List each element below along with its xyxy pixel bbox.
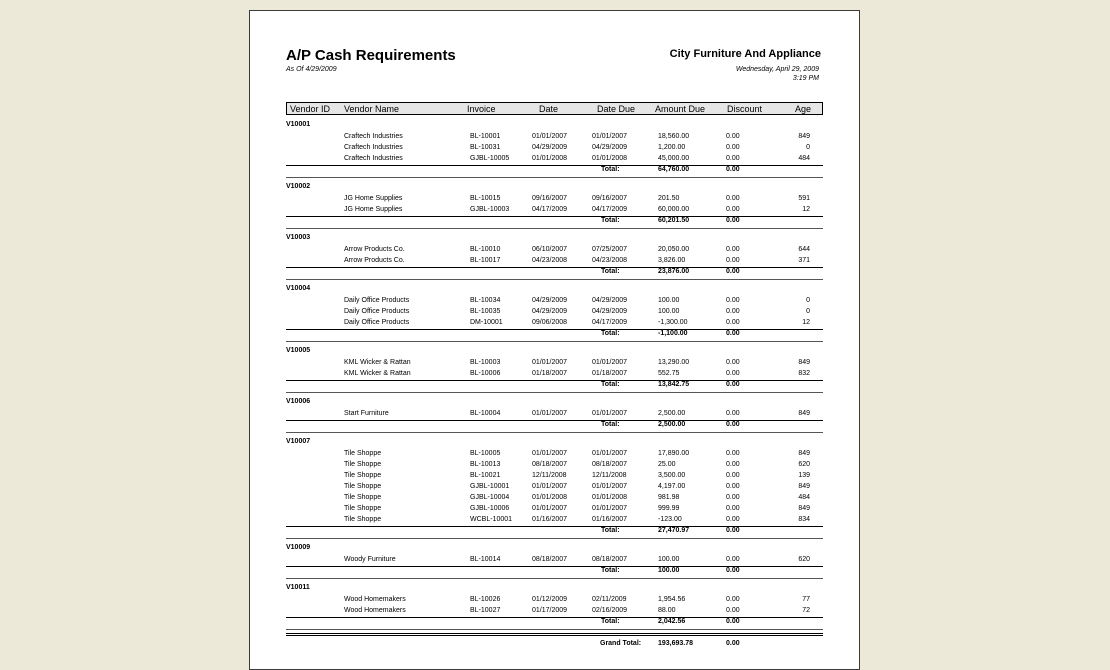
table-cell: 45,000.00 [658,155,690,162]
table-row [250,472,859,482]
table-cell: 201.50 [658,195,680,202]
group-separator [286,538,823,539]
total-label: Total: [601,567,620,574]
table-cell: 20,050.00 [658,246,690,253]
report-date: Wednesday, April 29, 2009 [735,66,819,73]
table-cell: GJBL-10005 [470,155,510,162]
vendor-id: V10004 [286,285,311,292]
table-cell: DM-10001 [470,319,503,326]
table-cell: 01/18/2007 [592,370,628,377]
table-cell: BL-10005 [470,450,501,457]
table-cell: 0 [806,297,810,304]
column-header: Date [539,104,559,114]
table-cell: 17,890.00 [658,450,690,457]
table-cell: 09/06/2008 [532,319,568,326]
table-row [250,556,859,566]
table-cell: 04/29/2009 [532,308,568,315]
table-cell: 100.00 [658,556,680,563]
total-label: Total: [601,166,620,173]
table-row [250,596,859,606]
table-cell: 0.00 [726,206,740,213]
table-cell: 0.00 [726,472,740,479]
table-cell: 999.99 [658,505,680,512]
table-cell: 01/17/2009 [532,607,568,614]
table-cell: Wood Homemakers [344,607,406,614]
table-row [250,144,859,154]
table-cell: 849 [798,410,810,417]
column-header: Discount [727,104,763,114]
grand-total-amount: 193,693.78 [658,640,694,647]
table-row [250,257,859,267]
table-cell: Wood Homemakers [344,596,406,603]
table-cell: 25.00 [658,461,676,468]
total-amount: 100.00 [658,567,680,574]
table-cell: 0.00 [726,195,740,202]
vendor-id: V10001 [286,121,311,128]
group-separator [286,341,823,342]
table-cell: 01/12/2009 [532,596,568,603]
total-discount: 0.00 [726,217,740,224]
table-cell: BL-10021 [470,472,501,479]
table-cell: BL-10015 [470,195,501,202]
table-cell: 01/01/2007 [592,410,628,417]
table-cell: 18,560.00 [658,133,690,140]
total-label: Total: [601,268,620,275]
table-cell: Craftech Industries [344,133,403,140]
table-cell: BL-10026 [470,596,501,603]
table-cell: 849 [798,359,810,366]
table-cell: Arrow Products Co. [344,257,405,264]
table-cell: 60,000.00 [658,206,690,213]
table-cell: 484 [798,494,810,501]
report-time: 3:19 PM [792,75,819,82]
table-cell: 0.00 [726,257,740,264]
table-cell: 04/29/2009 [592,308,628,315]
table-cell: 591 [798,195,810,202]
table-cell: Daily Office Products [344,308,410,315]
total-label: Total: [601,381,620,388]
table-cell: 0.00 [726,410,740,417]
table-cell: 04/23/2008 [592,257,628,264]
table-cell: 08/18/2007 [532,461,568,468]
table-cell: GJBL-10006 [470,505,510,512]
group-separator [286,177,823,178]
table-cell: 04/29/2009 [592,297,628,304]
table-cell: Tile Shoppe [344,472,382,479]
table-cell: KML Wicker & Rattan [344,370,411,377]
table-cell: 3,500.00 [658,472,686,479]
table-cell: BL-10004 [470,410,501,417]
total-amount: 60,201.50 [658,217,690,224]
table-cell: BL-10001 [470,133,501,140]
table-cell: 01/01/2007 [592,483,628,490]
total-label: Total: [601,217,620,224]
table-cell: 0.00 [726,556,740,563]
table-cell: BL-10006 [470,370,501,377]
table-cell: Tile Shoppe [344,461,382,468]
table-cell: WCBL-10001 [470,516,513,523]
table-cell: 01/01/2007 [592,450,628,457]
table-cell: 04/17/2009 [592,206,628,213]
group-separator [286,629,823,630]
table-cell: 08/18/2007 [592,461,628,468]
table-cell: 13,290.00 [658,359,690,366]
total-amount: 23,876.00 [658,268,690,275]
table-row [250,133,859,143]
table-cell: 139 [798,472,810,479]
table-row [250,246,859,256]
company-name: City Furniture And Appliance [669,48,821,60]
table-cell: 620 [798,461,810,468]
table-cell: 849 [798,483,810,490]
table-cell: 849 [798,450,810,457]
group-total-row [250,268,859,278]
table-cell: 3,826.00 [658,257,686,264]
table-cell: 849 [798,505,810,512]
table-cell: 01/01/2008 [532,494,568,501]
table-cell: JG Home Supplies [344,195,403,202]
table-cell: 04/23/2008 [532,257,568,264]
table-cell: 01/01/2007 [532,359,568,366]
table-cell: 0.00 [726,308,740,315]
table-cell: 0.00 [726,461,740,468]
group-total-row [250,381,859,391]
table-cell: JG Home Supplies [344,206,403,213]
vendor-id: V10006 [286,398,311,405]
table-cell: BL-10027 [470,607,501,614]
table-cell: Tile Shoppe [344,505,382,512]
table-cell: 01/01/2007 [592,359,628,366]
table-cell: 0.00 [726,297,740,304]
table-cell: 77 [802,596,810,603]
table-cell: 100.00 [658,308,680,315]
table-cell: 1,954.56 [658,596,686,603]
table-cell: 02/16/2009 [592,607,628,614]
total-amount: 2,042.56 [658,618,686,625]
vendor-id: V10007 [286,438,311,445]
total-discount: 0.00 [726,567,740,574]
table-cell: 0.00 [726,144,740,151]
table-row [250,607,859,617]
table-cell: BL-10014 [470,556,501,563]
table-cell: 01/01/2008 [592,494,628,501]
grand-total-discount: 0.00 [726,640,740,647]
table-cell: 07/25/2007 [592,246,628,253]
table-cell: 08/18/2007 [592,556,628,563]
vendor-id: V10002 [286,183,311,190]
table-cell: 0.00 [726,359,740,366]
table-cell: Tile Shoppe [344,450,382,457]
table-cell: KML Wicker & Rattan [344,359,411,366]
table-cell: Tile Shoppe [344,483,382,490]
table-cell: GJBL-10003 [470,206,510,213]
table-cell: 371 [798,257,810,264]
table-cell: 0 [806,308,810,315]
table-cell: Tile Shoppe [344,494,382,501]
table-cell: 01/01/2007 [532,450,568,457]
table-row [250,297,859,307]
table-cell: 4,197.00 [658,483,686,490]
table-cell: 0.00 [726,516,740,523]
table-cell: 0.00 [726,596,740,603]
table-cell: BL-10003 [470,359,501,366]
table-cell: 04/17/2009 [532,206,568,213]
table-cell: 02/11/2009 [592,596,627,603]
column-header: Age [795,104,812,114]
table-cell: 01/01/2007 [532,483,568,490]
table-cell: Woody Furniture [344,556,396,563]
table-cell: 01/01/2007 [592,133,628,140]
table-cell: Daily Office Products [344,297,410,304]
total-discount: 0.00 [726,527,740,534]
total-label: Total: [601,618,620,625]
table-row [250,359,859,369]
table-row [250,461,859,471]
table-cell: 01/01/2007 [532,410,568,417]
vendor-id: V10003 [286,234,311,241]
table-cell: Arrow Products Co. [344,246,405,253]
table-row [250,410,859,420]
table-cell: BL-10034 [470,297,501,304]
table-cell: 12 [802,206,810,213]
group-total-row [250,618,859,628]
table-cell: BL-10031 [470,144,501,151]
table-cell: 0.00 [726,133,740,140]
table-cell: 04/29/2009 [592,144,628,151]
table-cell: Start Furniture [344,410,389,417]
total-label: Total: [601,330,620,337]
table-row [250,370,859,380]
table-cell: 12/11/2008 [532,472,567,479]
total-amount: 13,842.75 [658,381,690,388]
table-cell: 0.00 [726,450,740,457]
table-cell: 01/16/2007 [592,516,628,523]
table-cell: 88.00 [658,607,676,614]
table-cell: 12 [802,319,810,326]
total-discount: 0.00 [726,330,740,337]
table-cell: 620 [798,556,810,563]
total-label: Total: [601,421,620,428]
table-cell: 834 [798,516,810,523]
table-cell: 0 [806,144,810,151]
total-discount: 0.00 [726,268,740,275]
grand-total-row [250,640,859,650]
group-total-row [250,217,859,227]
table-cell: 100.00 [658,297,680,304]
group-total-row [250,166,859,176]
total-amount: 2,500.00 [658,421,686,428]
table-cell: 0.00 [726,155,740,162]
total-discount: 0.00 [726,421,740,428]
table-cell: 04/17/2009 [592,319,628,326]
grand-total-label: Grand Total: [600,640,642,647]
total-discount: 0.00 [726,166,740,173]
table-cell: 01/01/2008 [592,155,628,162]
group-separator [286,279,823,280]
report-body [250,11,859,669]
table-cell: Daily Office Products [344,319,410,326]
table-row [250,450,859,460]
table-row [250,195,859,205]
table-cell: 08/18/2007 [532,556,568,563]
group-total-row [250,421,859,431]
table-cell: BL-10017 [470,257,501,264]
table-cell: Craftech Industries [344,144,403,151]
table-cell: Tile Shoppe [344,516,382,523]
vendor-id: V10005 [286,347,311,354]
table-cell: 01/16/2007 [532,516,568,523]
column-header: Date Due [597,104,636,114]
total-amount: -1,100.00 [658,330,688,337]
table-cell: 09/16/2007 [592,195,628,202]
table-row [250,483,859,493]
table-cell: 849 [798,133,810,140]
table-row [250,505,859,515]
as-of-date: As Of 4/29/2009 [286,66,337,73]
table-cell: 01/18/2007 [532,370,568,377]
table-row [250,155,859,165]
group-separator [286,578,823,579]
table-cell: BL-10010 [470,246,501,253]
table-cell: 0.00 [726,607,740,614]
table-cell: 0.00 [726,319,740,326]
table-row [250,308,859,318]
table-cell: Craftech Industries [344,155,403,162]
group-total-row [250,330,859,340]
table-cell: 644 [798,246,810,253]
vendor-id: V10009 [286,544,311,551]
column-header: Vendor Name [344,104,400,114]
report-title: A/P Cash Requirements [286,47,456,64]
column-header: Vendor ID [290,104,331,114]
table-cell: 0.00 [726,494,740,501]
table-cell: -123.00 [658,516,682,523]
vendor-id: V10011 [286,584,310,591]
table-row [250,319,859,329]
grand-total-divider [286,633,823,636]
table-cell: BL-10013 [470,461,501,468]
table-row [250,206,859,216]
total-amount: 27,470.97 [658,527,690,534]
column-header: Amount Due [655,104,706,114]
total-discount: 0.00 [726,381,740,388]
table-cell: 0.00 [726,370,740,377]
table-cell: 0.00 [726,246,740,253]
table-cell: 0.00 [726,483,740,490]
table-cell: 06/10/2007 [532,246,568,253]
total-amount: 64,760.00 [658,166,690,173]
table-cell: 0.00 [726,505,740,512]
group-separator [286,432,823,433]
group-total-row [250,567,859,577]
group-total-row [250,527,859,537]
group-separator [286,392,823,393]
table-cell: 04/29/2009 [532,297,568,304]
table-cell: 981.98 [658,494,680,501]
table-cell: BL-10035 [470,308,501,315]
total-label: Total: [601,527,620,534]
column-header: Invoice [467,104,496,114]
table-row [250,516,859,526]
table-cell: GJBL-10004 [470,494,510,501]
table-cell: GJBL-10001 [470,483,510,490]
table-cell: 12/11/2008 [592,472,627,479]
table-cell: 2,500.00 [658,410,686,417]
report-page [249,10,860,670]
table-cell: 72 [802,607,810,614]
table-cell: 01/01/2007 [532,505,568,512]
table-cell: 01/01/2008 [532,155,568,162]
group-separator [286,228,823,229]
table-cell: 1,200.00 [658,144,686,151]
table-cell: 552.75 [658,370,680,377]
total-discount: 0.00 [726,618,740,625]
table-cell: -1,300.00 [658,319,688,326]
table-cell: 01/01/2007 [592,505,628,512]
table-cell: 04/29/2009 [532,144,568,151]
table-cell: 01/01/2007 [532,133,568,140]
table-row [250,494,859,504]
table-cell: 484 [798,155,810,162]
table-cell: 09/16/2007 [532,195,568,202]
table-cell: 832 [798,370,810,377]
